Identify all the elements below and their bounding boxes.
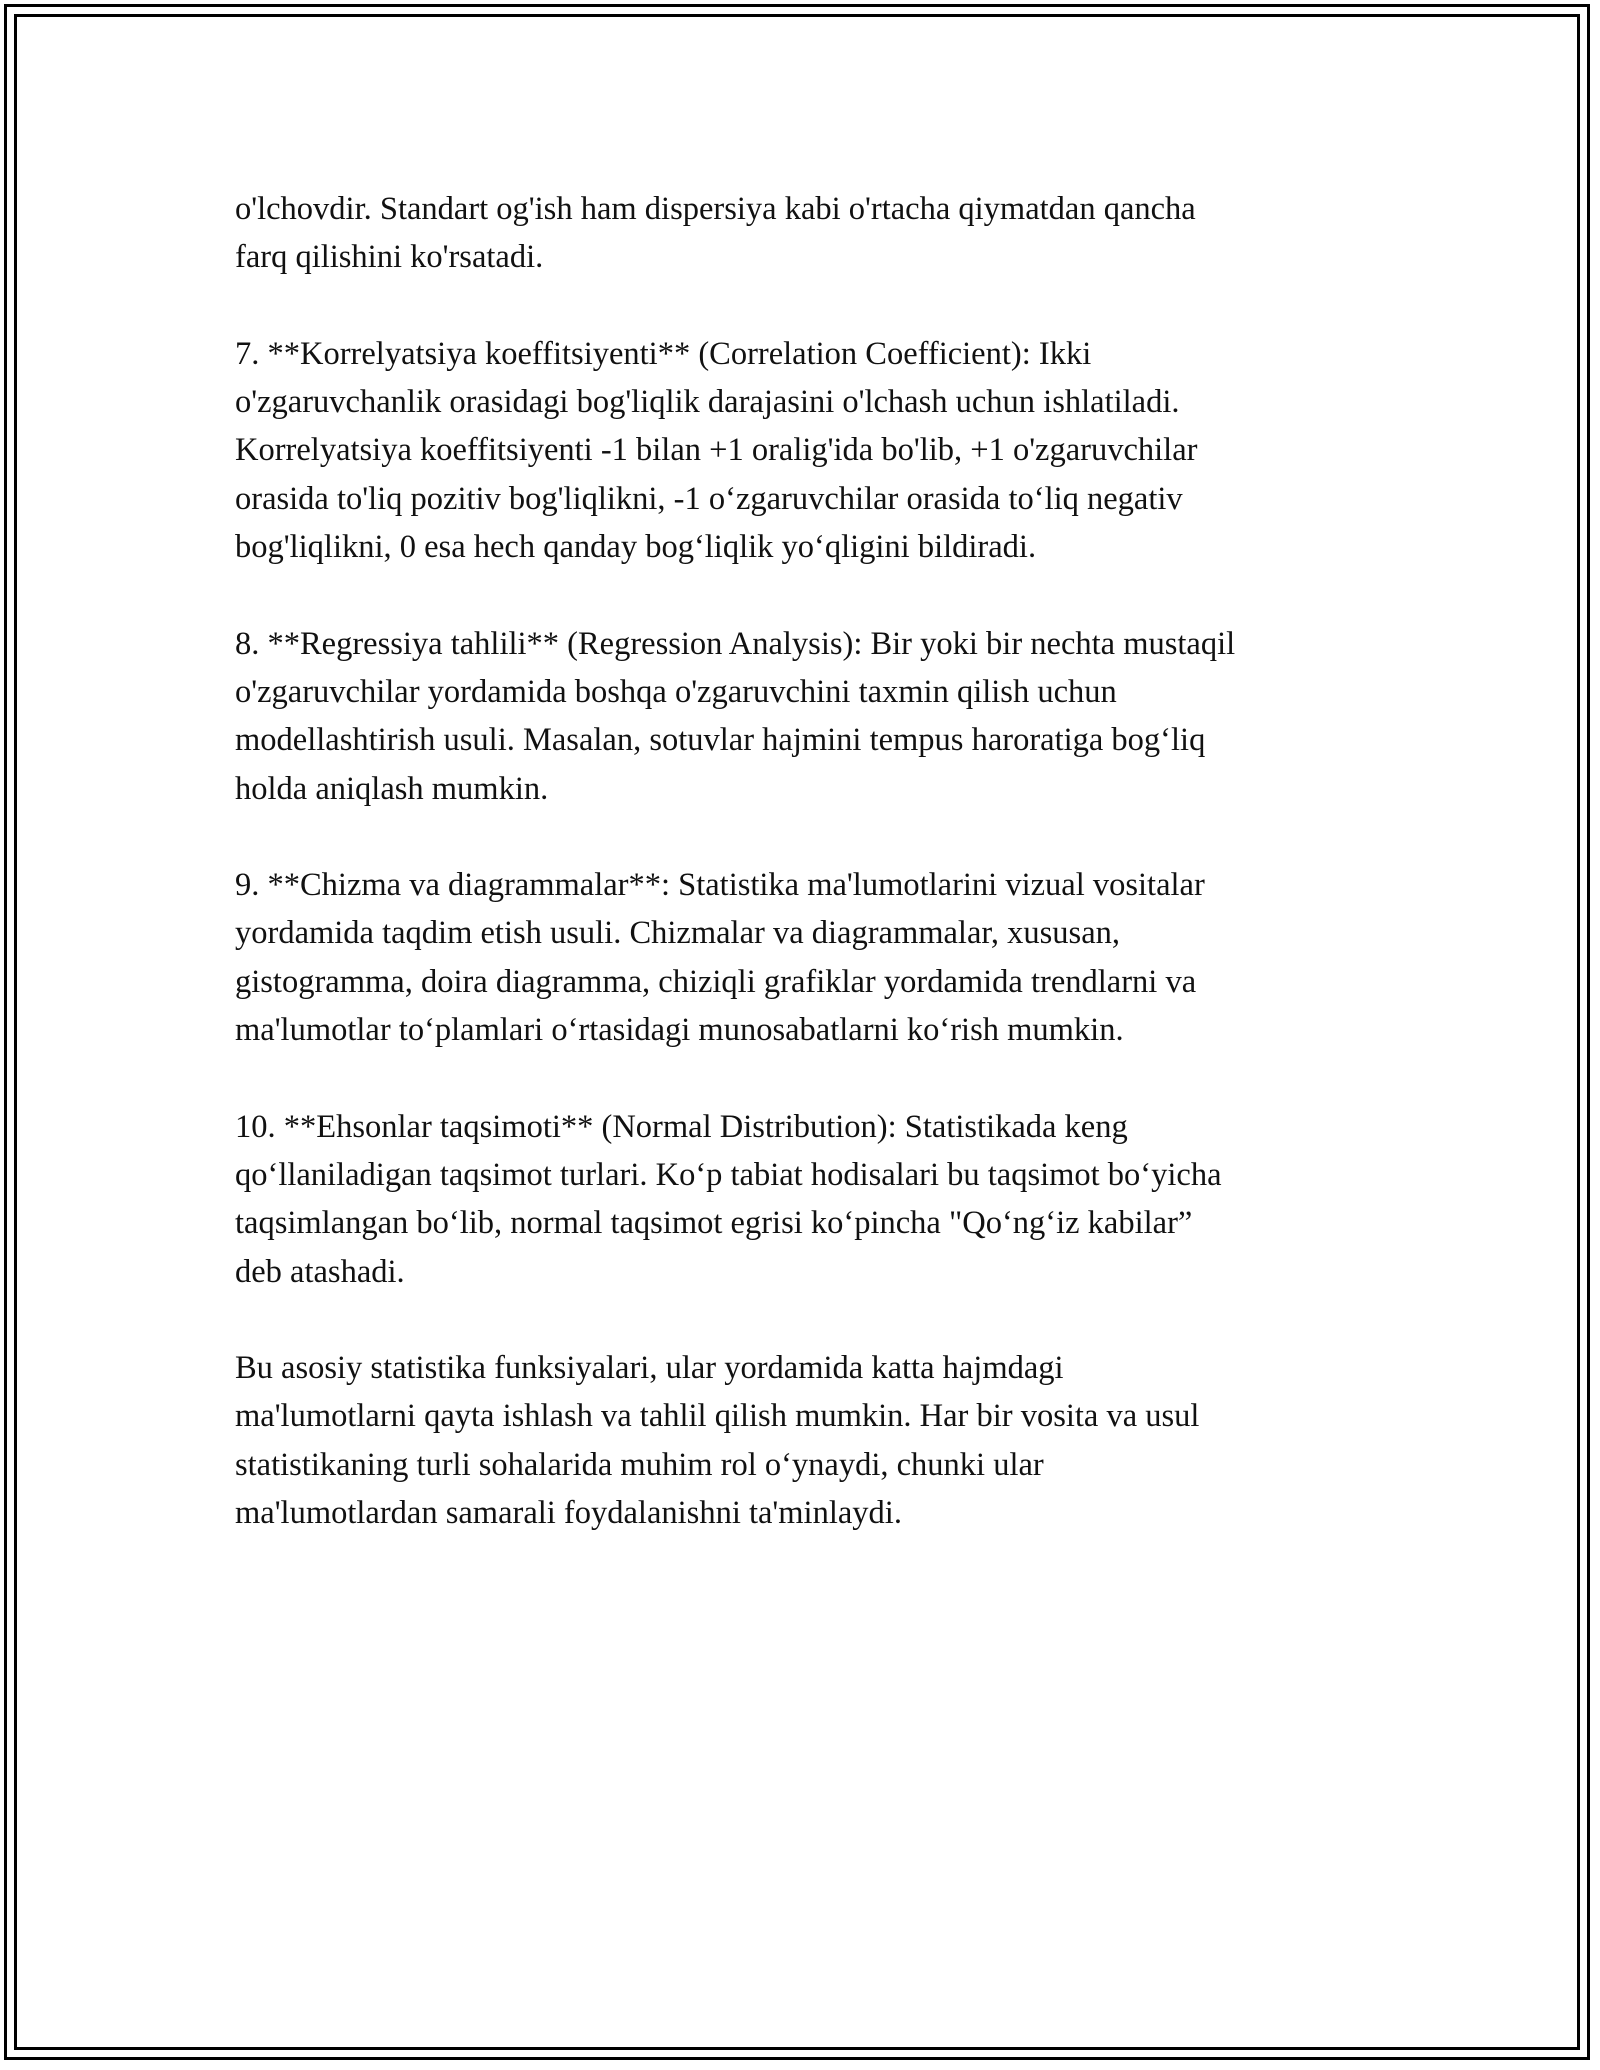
paragraph-conclusion: [235, 1344, 1415, 1537]
text-line: Korrelyatsiya koeffitsiyenti -1 bilan +1 oralig'ida bo'lib, +1 o'zgaruvchilar: [235, 432, 1198, 469]
text-line: bog'liqlikni, 0 esa hech qanday bog‘liqlik yo‘qligini bildiradi.: [235, 529, 1037, 566]
text-line: gistogramma, doira diagramma, chiziqli grafiklar yordamida trendlarni va: [235, 963, 1197, 1000]
text-line: taqsimlangan bo‘lib, normal taqsimot egrisi ko‘pincha "Qo‘ng‘iz kabilar”: [235, 1205, 1193, 1242]
paragraph-correlation: [235, 330, 1415, 571]
document-body: [235, 185, 1415, 1586]
text-line: 7. **Korrelyatsiya koeffitsiyenti** (Correlation Coefficient): Ikki: [235, 335, 1092, 372]
text-line: yordamida taqdim etish usuli. Chizmalar va diagrammalar, xususan,: [235, 915, 1121, 952]
text-line: ma'lumotlar to‘plamlari o‘rtasidagi munosabatlarni ko‘rish mumkin.: [235, 1012, 1124, 1049]
text-line: holda aniqlash mumkin.: [235, 770, 549, 807]
text-line: o'lchovdir. Standart og'ish ham dispersiya kabi o'rtacha qiymatdan qancha: [235, 191, 1196, 227]
text-line: Bu asosiy statistika funksiyalari, ular yordamida katta hajmdagi: [235, 1350, 1064, 1387]
text-line: 9. **Chizma va diagrammalar**: Statistika ma'lumotlarini vizual vositalar: [235, 867, 1205, 904]
text-line: o'zgaruvchanlik orasidagi bog'liqlik darajasini o'lchash uchun ishlatiladi.: [235, 384, 1180, 421]
paragraph-standard-deviation-continued: [235, 185, 1415, 282]
text-line: farq qilishini ko'rsatadi.: [235, 239, 544, 276]
text-line: 10. **Ehsonlar taqsimoti** (Normal Distribution): Statistikada keng: [235, 1108, 1128, 1145]
text-line: orasida to'liq pozitiv bog'liqlikni, -1 o‘zgaruvchilar orasida to‘liq negativ: [235, 480, 1183, 517]
text-line: ma'lumotlarni qayta ishlash va tahlil qilish mumkin. Har bir vosita va usul: [235, 1398, 1200, 1435]
text-line: 8. **Regressiya tahlili** (Regression Analysis): Bir yoki bir nechta mustaqil: [235, 625, 1236, 662]
text-line: qo‘llaniladigan taqsimot turlari. Ko‘p tabiat hodisalari bu taqsimot bo‘yicha: [235, 1156, 1222, 1193]
text-line: ma'lumotlardan samarali foydalanishni ta'minlaydi.: [235, 1495, 902, 1532]
text-line: statistikaning turli sohalarida muhim rol o‘ynaydi, chunki ular: [235, 1446, 1044, 1483]
paragraph-charts: [235, 861, 1415, 1054]
paragraph-regression: [235, 620, 1415, 813]
text-line: deb atashadi.: [235, 1253, 405, 1290]
paragraph-normal-distribution: [235, 1103, 1415, 1296]
text-line: modellashtirish usuli. Masalan, sotuvlar hajmini tempus haroratiga bog‘liq: [235, 722, 1206, 759]
text-line: o'zgaruvchilar yordamida boshqa o'zgaruvchini taxmin qilish uchun: [235, 673, 1117, 710]
